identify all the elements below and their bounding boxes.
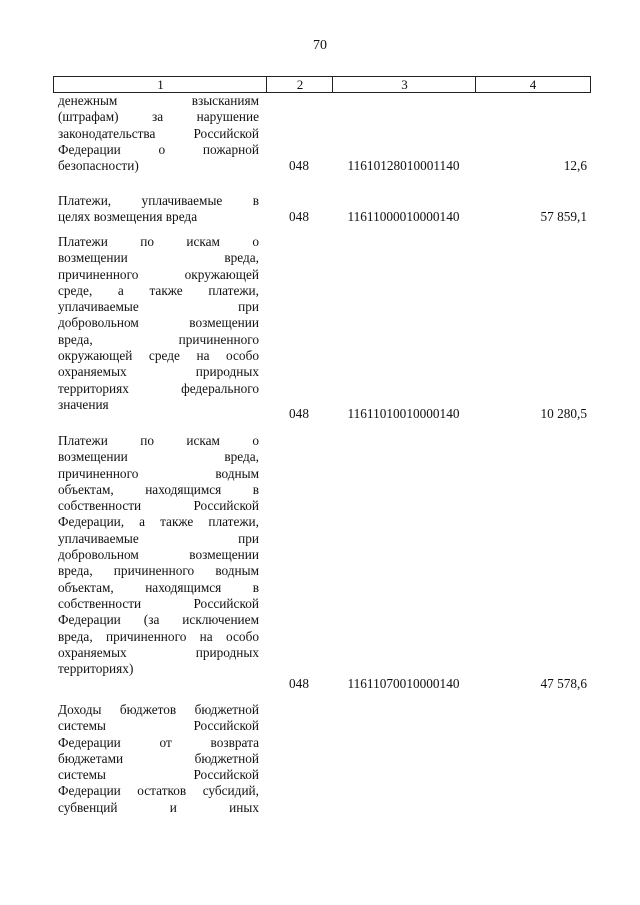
description-line: уплачиваемые при [58, 299, 259, 315]
row-amount: 12,6 [563, 158, 587, 173]
description-line: охраняемых природных [58, 364, 259, 380]
description-line: системы Российской [58, 767, 259, 783]
page-number: 70 [313, 38, 327, 53]
description-line: субвенций и иных [58, 799, 259, 815]
description-line: бюджетами бюджетной [58, 750, 259, 766]
description-line: Федерации (за исключением [58, 612, 259, 628]
description-line: территориях) [58, 661, 134, 677]
description-line: системы Российской [58, 718, 259, 734]
description-line: вреда, причиненного [58, 331, 259, 347]
row-amount: 57 859,1 [540, 209, 587, 224]
description-line: целях возмещения вреда [58, 209, 198, 225]
description-line: Федерации от возврата [58, 734, 259, 750]
row-kbk: 11611000010000140 [347, 209, 460, 224]
description-line: Федерации остатков субсидий, [58, 783, 259, 799]
row-code: 048 [289, 676, 309, 691]
row-code: 048 [289, 406, 309, 421]
row-kbk: 11611010010000140 [347, 406, 460, 421]
description-line: Платежи по искам о [58, 433, 259, 448]
description-line: Федерации о пожарной [58, 141, 259, 157]
description-line: объектам, находящимся в [58, 579, 259, 595]
description-line: объектам, находящимся в [58, 481, 259, 497]
row-code: 048 [289, 158, 309, 173]
description-line: возмещении вреда, [58, 449, 259, 465]
description-line: собственности Российской [58, 595, 259, 611]
description-line: законодательства Российской [58, 125, 259, 141]
row-code: 048 [289, 209, 309, 224]
description-line: Платежи, уплачиваемые в [58, 193, 259, 208]
description-line: денежным взысканиям [58, 93, 259, 108]
header-cell-2: 2 [266, 76, 333, 93]
description-line: возмещении вреда, [58, 250, 259, 266]
row-description [58, 234, 259, 413]
row-description [58, 193, 259, 226]
row-kbk: 11610128010001140 [347, 158, 460, 173]
row-description [58, 433, 259, 677]
description-line: Доходы бюджетов бюджетной [58, 702, 259, 717]
description-line: добровольном возмещении [58, 315, 259, 331]
description-line: добровольном возмещении [58, 547, 259, 563]
row-amount: 10 280,5 [540, 406, 587, 421]
description-line: причиненного водным [58, 465, 259, 481]
row-description [58, 93, 259, 174]
header-cell-3: 3 [332, 76, 476, 93]
description-line: собственности Российской [58, 498, 259, 514]
description-line: вреда, причиненного водным [58, 563, 259, 579]
description-line: территориях федерального [58, 380, 259, 396]
row-kbk: 11611070010000140 [347, 676, 460, 691]
description-line: среде, а также платежи, [58, 282, 259, 298]
description-line: Платежи по искам о [58, 234, 259, 249]
description-line: вреда, причиненного на особо [58, 628, 259, 644]
description-line: Федерации, а также платежи, [58, 514, 259, 530]
description-line: безопасности) [58, 158, 139, 174]
description-line: (штрафам) за нарушение [58, 109, 259, 125]
row-amount: 47 578,6 [540, 676, 587, 691]
description-line: окружающей среде на особо [58, 348, 259, 364]
row-description [58, 702, 259, 816]
header-cell-1: 1 [53, 76, 267, 93]
header-cell-4: 4 [475, 76, 591, 93]
description-line: охраняемых природных [58, 644, 259, 660]
description-line: причиненного окружающей [58, 266, 259, 282]
description-line: уплачиваемые при [58, 530, 259, 546]
description-line: значения [58, 396, 109, 412]
